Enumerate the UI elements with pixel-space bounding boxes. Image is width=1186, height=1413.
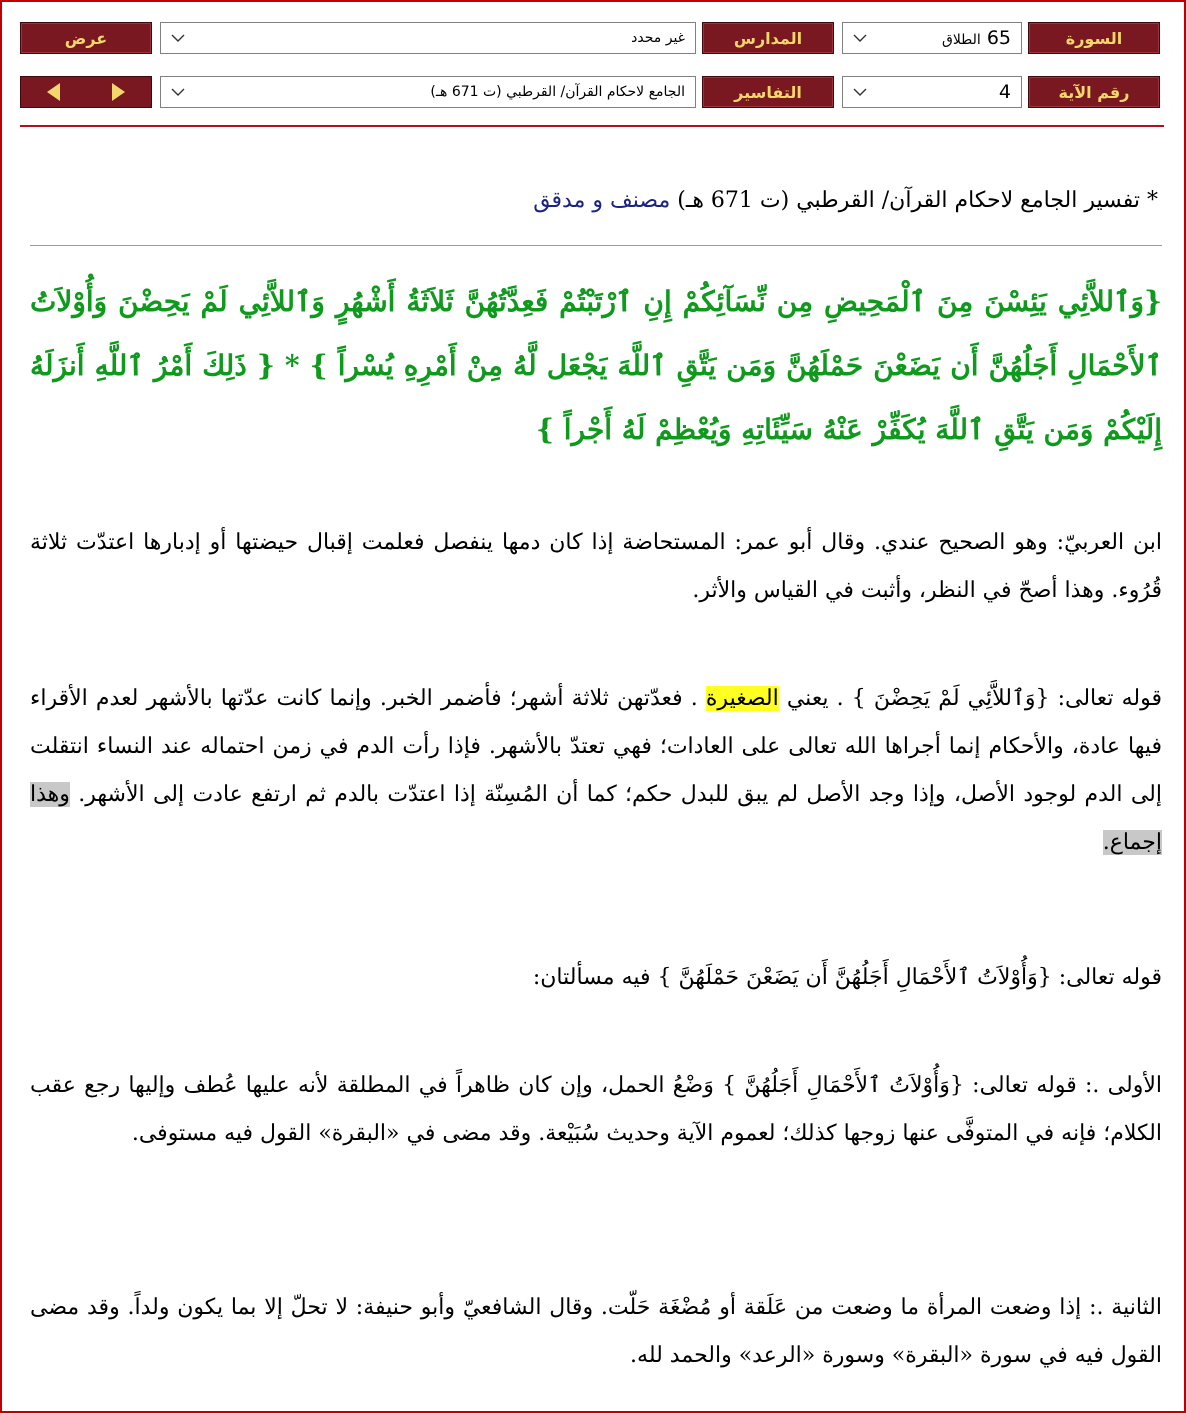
tafsir-select[interactable]	[160, 76, 696, 108]
ayah-number: 4	[998, 81, 1011, 103]
arrow-left-icon	[47, 83, 60, 101]
heading-conjunction: و	[585, 188, 611, 213]
tafsir-paragraph-2	[30, 675, 1162, 867]
surah-name: الطلاق	[941, 32, 981, 48]
next-ayah-button[interactable]	[86, 77, 151, 107]
heading-divider	[30, 245, 1162, 246]
tafsir-select-value: الجامع لاحكام القرآن/ القرطبي (ت 671 هـ)	[430, 84, 685, 100]
surah-select-value	[942, 27, 1011, 49]
header-divider	[20, 125, 1164, 127]
view-button[interactable]	[20, 22, 152, 54]
ayah-text: {وَٱللاَّئِي يَئِسْنَ مِنَ ٱلْمَحِيضِ مِن نِّسَآئِكُمْ إِنِ ٱرْتَبْتُمْ فَعِدَّتُهُنَّ ثَلاَثَةُ أَشْهُرٍ وَٱللاَّئِي لَمْ يَحِضْنَ وَأُوْلاَتُ ٱلأَحْمَالِ أَجَلُهُنَّ أَن يَضَعْنَ حَمْلَهُنَّ وَمَن يَتَّقِ ٱللَّهَ يَجْعَل لَّهُ مِنْ أَمْرِهِ يُسْراً } * { ذَلِكَ أَمْرُ ٱللَّهِ أَنزَلَهُ إِلَيْكُمْ وَمَن يَتَّقِ ٱللَّهَ يُكَفِّرْ عَنْهُ سَيِّئَاتِهِ وَيُعْظِمْ لَهُ أَجْراً }	[30, 285, 1162, 446]
ayah-navigation	[20, 76, 152, 108]
ayah-label-button[interactable]	[1028, 76, 1160, 108]
tafsir-paragraph-4: الأولى .: قوله تعالى: {وَأُوْلاَتُ ٱلأَحْمَالِ أَجَلُهُنَّ } وَضْعُ الحمل، وإن كان ظاهراً في المطلقة لأنه عليها عُطف وإليها رجع عقب الكلام؛ فإنه في المتوفَّى عنها زوجها كذلك؛ لعموم الآية وحديث سُبَيْعة. وقد مضى في «البقرة» القول فيه مستوفى.	[30, 1073, 1162, 1146]
tafsir-paragraph-1: ابن العربيّ: وهو الصحيح عندي. وقال أبو عمر: المستحاضة إذا كان دمها ينفصل فعلمت إقبال حيضتها أو إدبارها اعتدّت ثلاثة قُرُوء. وهذا أصحّ في النظر، وأثبت في القياس والأثر.	[30, 530, 1162, 603]
view-label: عرض	[64, 28, 108, 48]
surah-label: السورة	[1065, 28, 1123, 48]
tafsir-heading	[533, 188, 1158, 213]
paragraph-2-start: قوله تعالى: {وَٱللاَّئِي لَمْ يَحِضْنَ } . يعني	[778, 686, 1162, 711]
schools-label-button[interactable]	[702, 22, 834, 54]
schools-label: المدارس	[733, 28, 803, 48]
schools-select[interactable]	[160, 22, 696, 54]
ayah-select[interactable]	[842, 76, 1022, 108]
selected-text: وهذا إجماع.	[30, 782, 1162, 855]
ayah-label: رقم الآية	[1058, 82, 1130, 102]
tafasir-label-button[interactable]	[702, 76, 834, 108]
highlighted-word: الصغيرة	[705, 686, 779, 711]
paragraph-2-middle: . فعدّتهن ثلاثة أشهر؛ فأضمر الخبر. وإنما كانت عدّتها بالأشهر لعدم الأقراء فيها عادة، والأحكام إنما أجراها الله تعالى على العادات؛ فهي تعتدّ بالأشهر. فإذا رأت الدم في زمن احتماله عند النساء انتقلت إلى الدم لوجود الأصل، وإذا وجد الأصل لم يبق للبدل حكم؛ كما أن المُسِنّة إذا اعتدّت بالدم ثم ارتفع عادت إلى الأشهر.	[30, 686, 1162, 807]
tafsir-paragraph-3: قوله تعالى: {وَأُوْلاَتُ ٱلأَحْمَالِ أَجَلُهُنَّ أَن يَضَعْنَ حَمْلَهُنَّ } فيه مسألتان:	[532, 965, 1162, 990]
schools-select-value: غير محدد	[631, 30, 685, 46]
checker-link[interactable]: مدقق	[533, 188, 586, 213]
surah-number: 65	[986, 27, 1011, 49]
chevron-down-icon	[853, 31, 867, 45]
surah-label-button[interactable]	[1028, 22, 1160, 54]
chevron-down-icon	[171, 85, 185, 99]
tafsir-heading-text: * تفسير الجامع لاحكام القرآن/ القرطبي (ت 671 هـ)	[670, 188, 1158, 213]
surah-select[interactable]	[842, 22, 1022, 54]
author-link[interactable]: مصنف	[610, 188, 671, 213]
tafasir-label: التفاسير	[734, 82, 802, 102]
chevron-down-icon	[853, 85, 867, 99]
arrow-right-icon	[112, 83, 125, 101]
previous-ayah-button[interactable]	[21, 77, 86, 107]
chevron-down-icon	[171, 31, 185, 45]
tafsir-paragraph-5: الثانية .: إذا وضعت المرأة ما وضعت من عَلَقة أو مُضْغَة حَلّت. وقال الشافعيّ وأبو حنيفة: لا تحلّ إلا بما يكون ولداً. وقد مضى القول فيه في سورة «البقرة» وسورة «الرعد» والحمد لله.	[30, 1295, 1162, 1368]
